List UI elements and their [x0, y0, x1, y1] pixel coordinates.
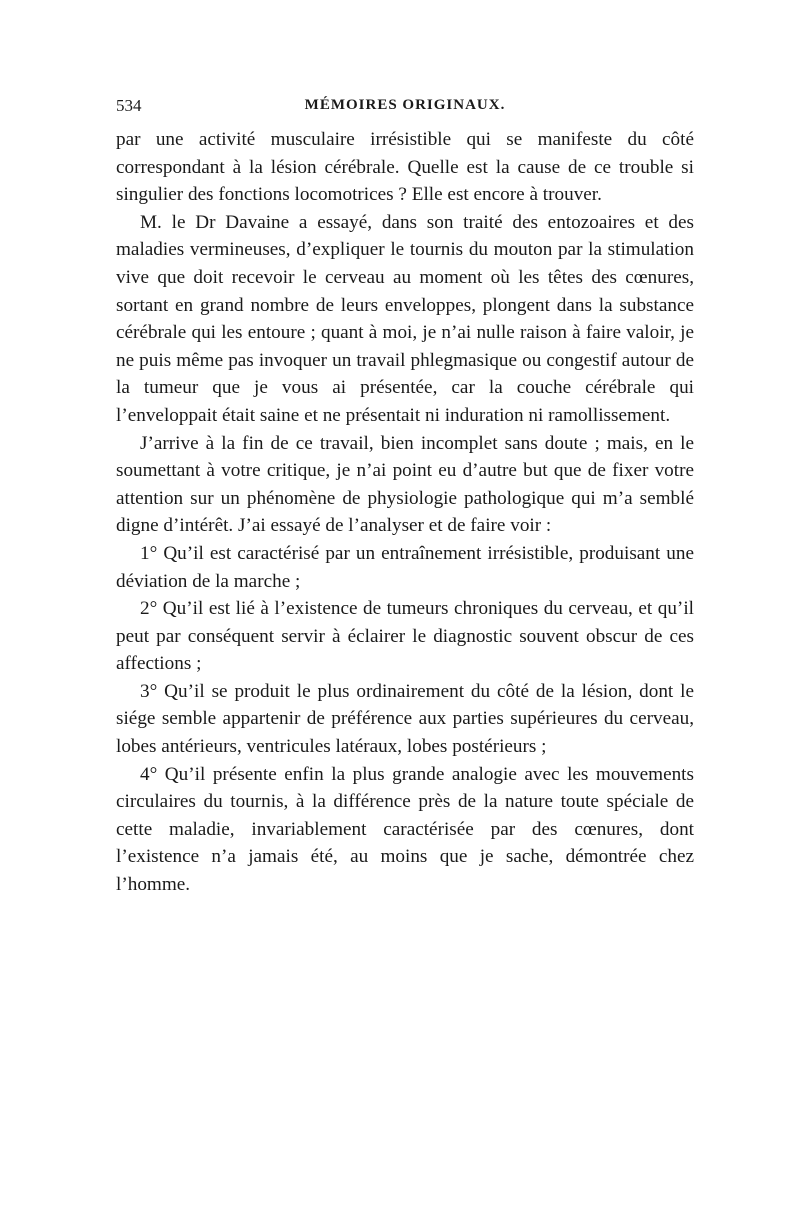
page-number: 534	[116, 96, 142, 115]
point-1: 1° Qu’il est caractérisé par un entraînement irrésistible, produisant une déviation de la marche ;	[116, 542, 694, 592]
point-4: 4° Qu’il présente enfin la plus grande analogie avec les mouvements circulaires du tournis, à la différence près de la nature toute spéciale de cette maladie, invariablement caractérisée par des cœnures, dont l’existence n’a jamais été, au moins que je sache, démontrée chez l’homme.	[116, 763, 694, 896]
body-text	[116, 126, 694, 899]
running-title: MÉMOIRES ORIGINAUX.	[304, 97, 506, 113]
paragraph-davaine: M. le Dr Davaine a essayé, dans son traité des entozoaires et des maladies vermineuses, d’expliquer le tournis du mouton par la stimulation vive que doit recevoir le cerveau au moment où les têtes des cœnures, sortant en grand nombre de leurs enveloppes, plongent dans la substance cérébrale qui les entoure ; quant à moi, je n’ai nulle raison à faire valoir, je ne puis même pas invoquer un travail phlegmasique ou congestif autour de la tumeur que je vous ai présentée, car la couche cérébrale qui l’enveloppait était saine et ne présentait ni induration ni ramollissement.	[116, 211, 694, 426]
paragraph-continuation: par une activité musculaire irrésistible qui se manifeste du côté correspondant à la lésion cérébrale. Quelle est la cause de ce trouble si singulier des fonctions locomotrices ? Elle est encore à trouver.	[116, 129, 694, 206]
point-2: 2° Qu’il est lié à l’existence de tumeurs chroniques du cerveau, et qu’il peut par conséquent servir à éclairer le diagnostic souvent obscur de ces affections ;	[116, 598, 694, 675]
book-page	[116, 96, 694, 899]
paragraph-conclusion: J’arrive à la fin de ce travail, bien incomplet sans doute ; mais, en le soumettant à votre critique, je n’ai point eu d’autre but que de fixer votre attention sur un phénomène de physiologie pathologique qui m’a semblé digne d’intérêt. J’ai essayé de l’analyser et de faire voir :	[116, 432, 694, 537]
point-3: 3° Qu’il se produit le plus ordinairement du côté de la lésion, dont le siége semble appartenir de préférence aux parties supérieures du cerveau, lobes antérieurs, ventricules latéraux, lobes postérieurs ;	[116, 680, 694, 758]
running-head	[116, 96, 694, 122]
